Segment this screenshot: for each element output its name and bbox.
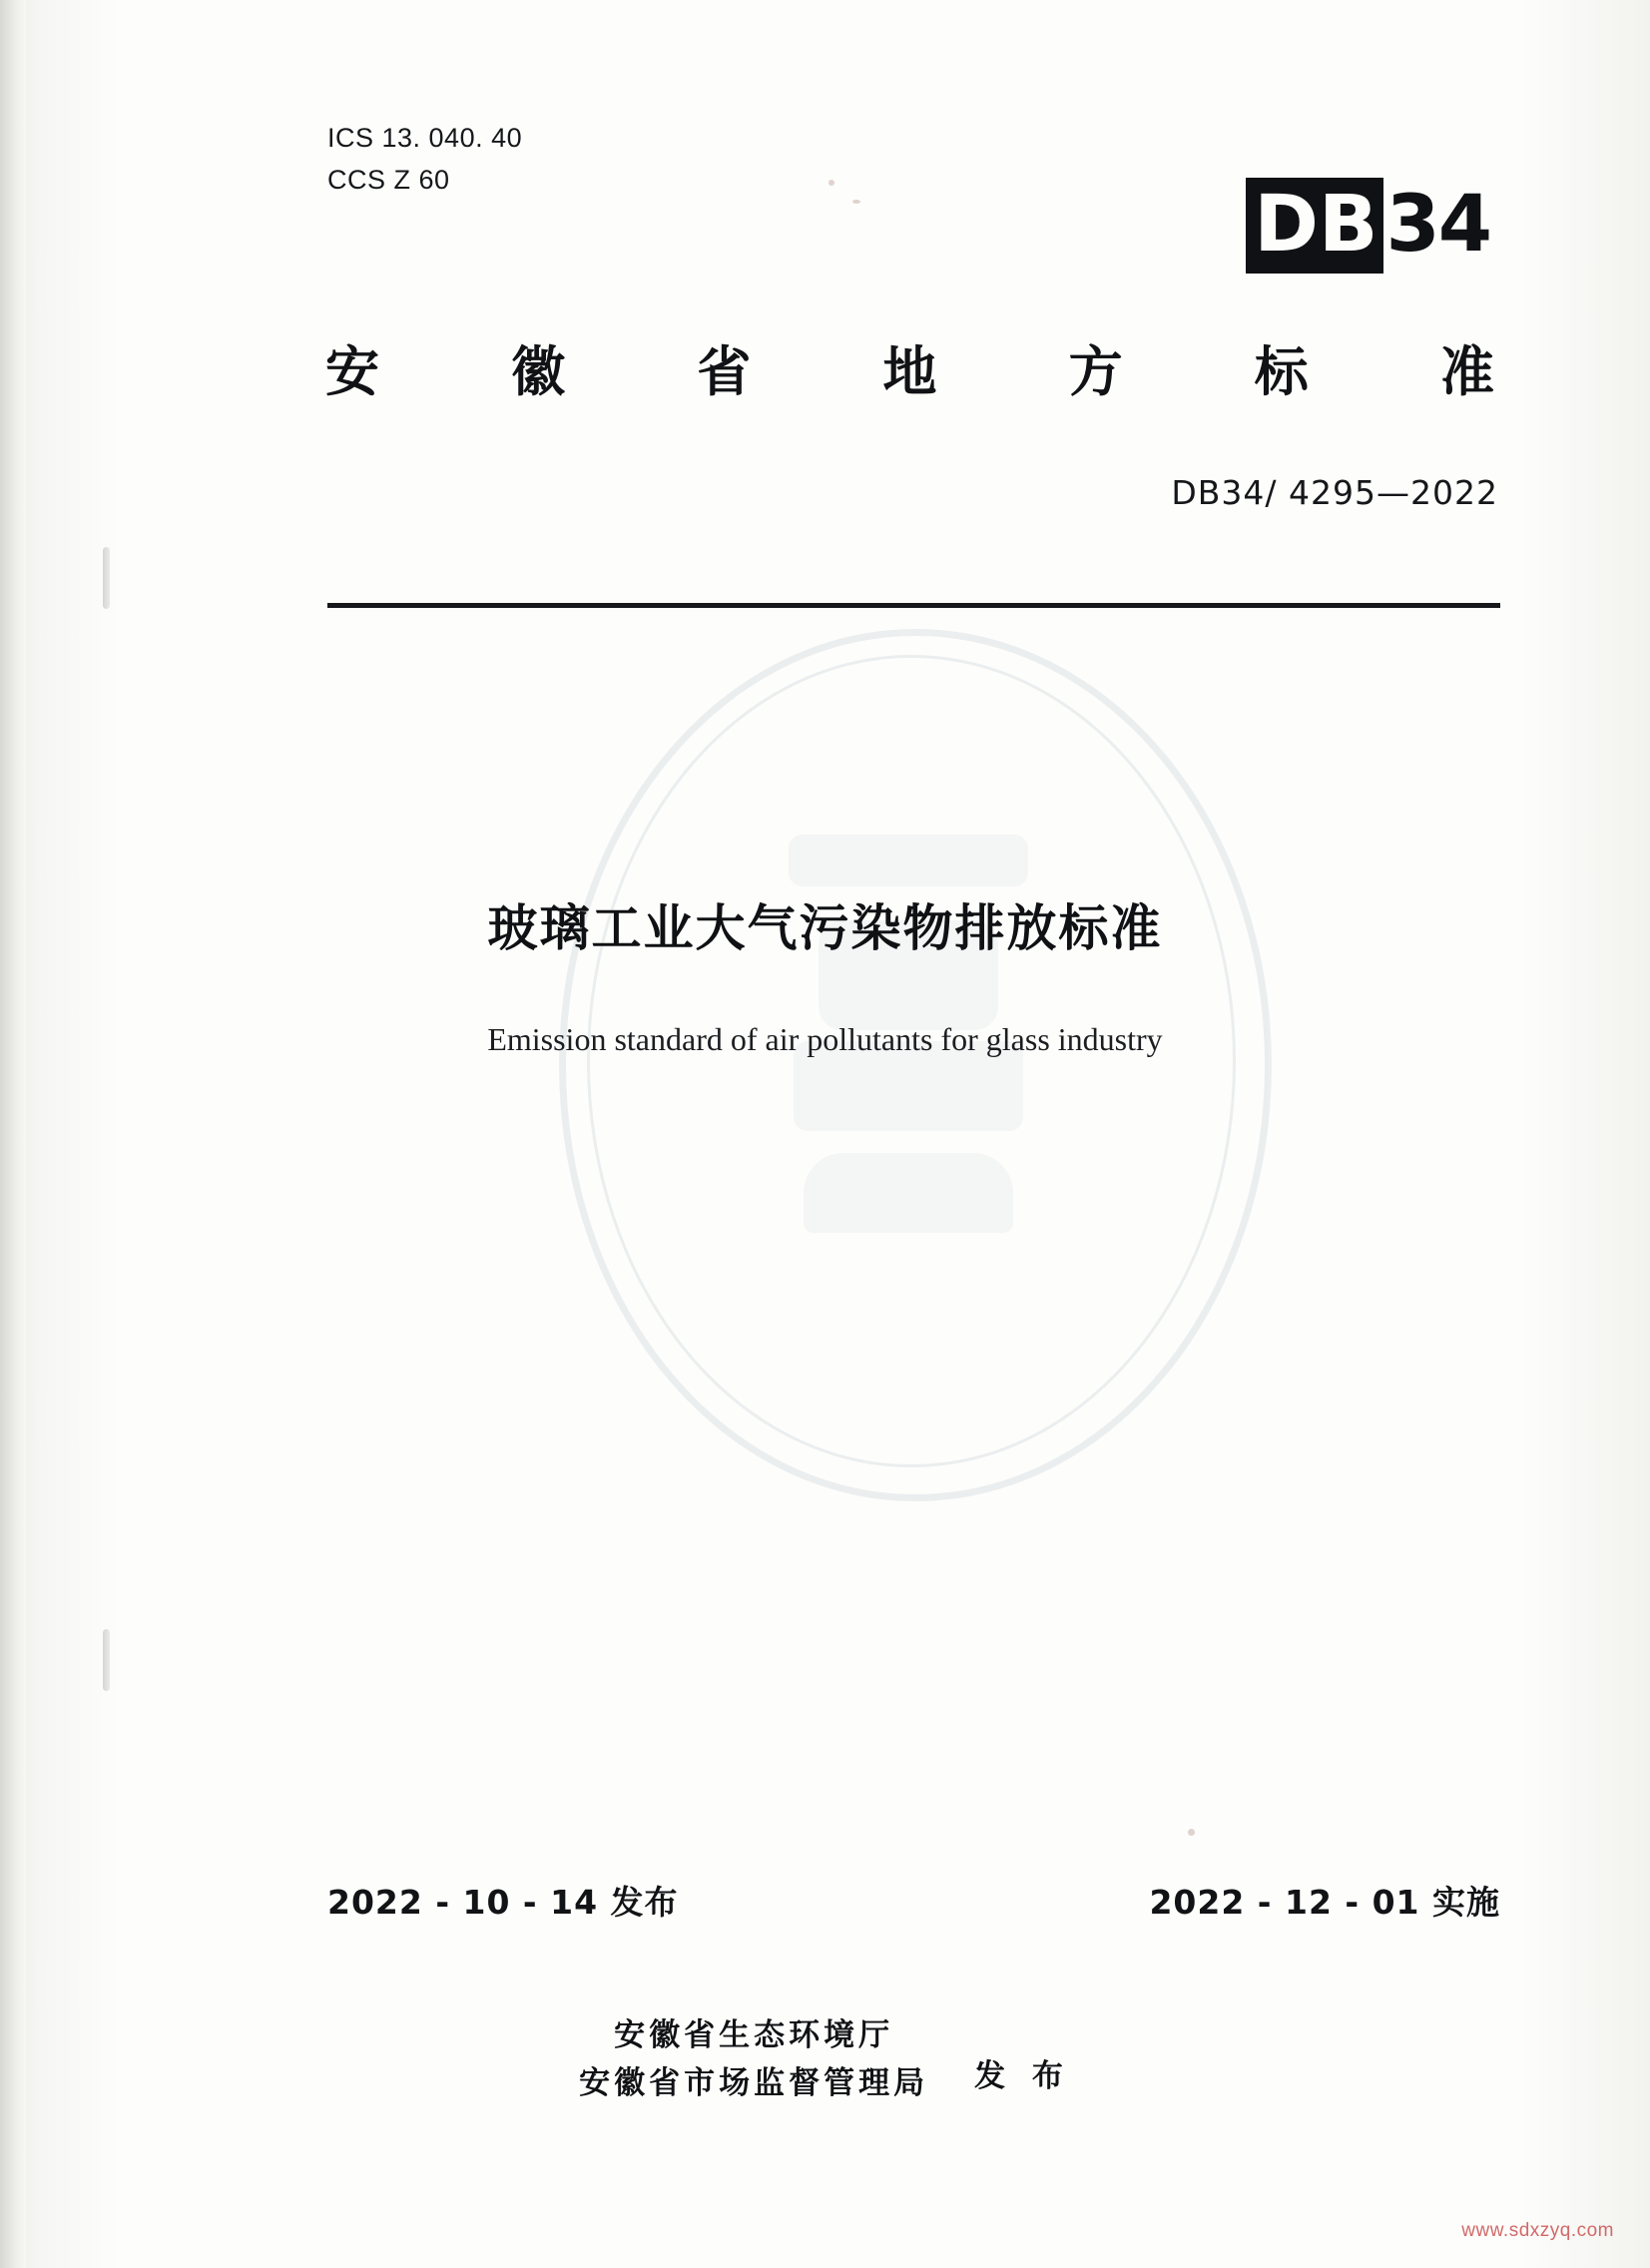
publisher-org-line-2: 安徽省市场监督管理局 [579, 2065, 929, 2101]
source-website-watermark: www.sdxzyq.com [1461, 2220, 1614, 2241]
ics-code: ICS 13. 040. 40 [327, 123, 523, 153]
standard-number: DB34/ 4295—2022 [1171, 473, 1498, 512]
seal-inner-ring [587, 655, 1236, 1467]
publisher-org-line-1: 安徽省生态环境厅 [614, 2017, 894, 2053]
implementation-date: 2022 - 12 - 01 实施 [1149, 1883, 1500, 1922]
document-title-english: Emission standard of air pollutants for glass industry [487, 1021, 1163, 1057]
title-char-3: 地 [882, 340, 937, 403]
title-char-0: 安 [325, 340, 379, 403]
seal-outer-ring [559, 629, 1272, 1501]
seal-mark-4 [804, 1153, 1013, 1233]
publisher-block [0, 2011, 1650, 2107]
page-title [325, 329, 1500, 406]
db34-logo [1246, 178, 1490, 274]
title-char-5: 标 [1254, 340, 1309, 403]
title-char-4: 方 [1068, 340, 1123, 403]
db-logo-prefix: DB [1246, 178, 1383, 274]
document-title-chinese: 玻璃工业大气污染物排放标准 [487, 899, 1163, 957]
seal-mark-1 [789, 835, 1028, 886]
header-divider [327, 603, 1500, 608]
title-char-2: 省 [697, 340, 752, 403]
publisher-issue-label: 发 布 [974, 2057, 1071, 2094]
title-char-6: 准 [1439, 340, 1494, 403]
release-date: 2022 - 10 - 14 发布 [327, 1883, 679, 1922]
publisher-organizations [579, 2011, 928, 2107]
ccs-code: CCS Z 60 [327, 165, 450, 195]
date-row [327, 1877, 1500, 1924]
db-logo-number: 34 [1385, 180, 1490, 270]
title-char-1: 徽 [511, 340, 566, 403]
watermark-seal [559, 629, 1258, 1487]
classification-codes [327, 118, 522, 200]
